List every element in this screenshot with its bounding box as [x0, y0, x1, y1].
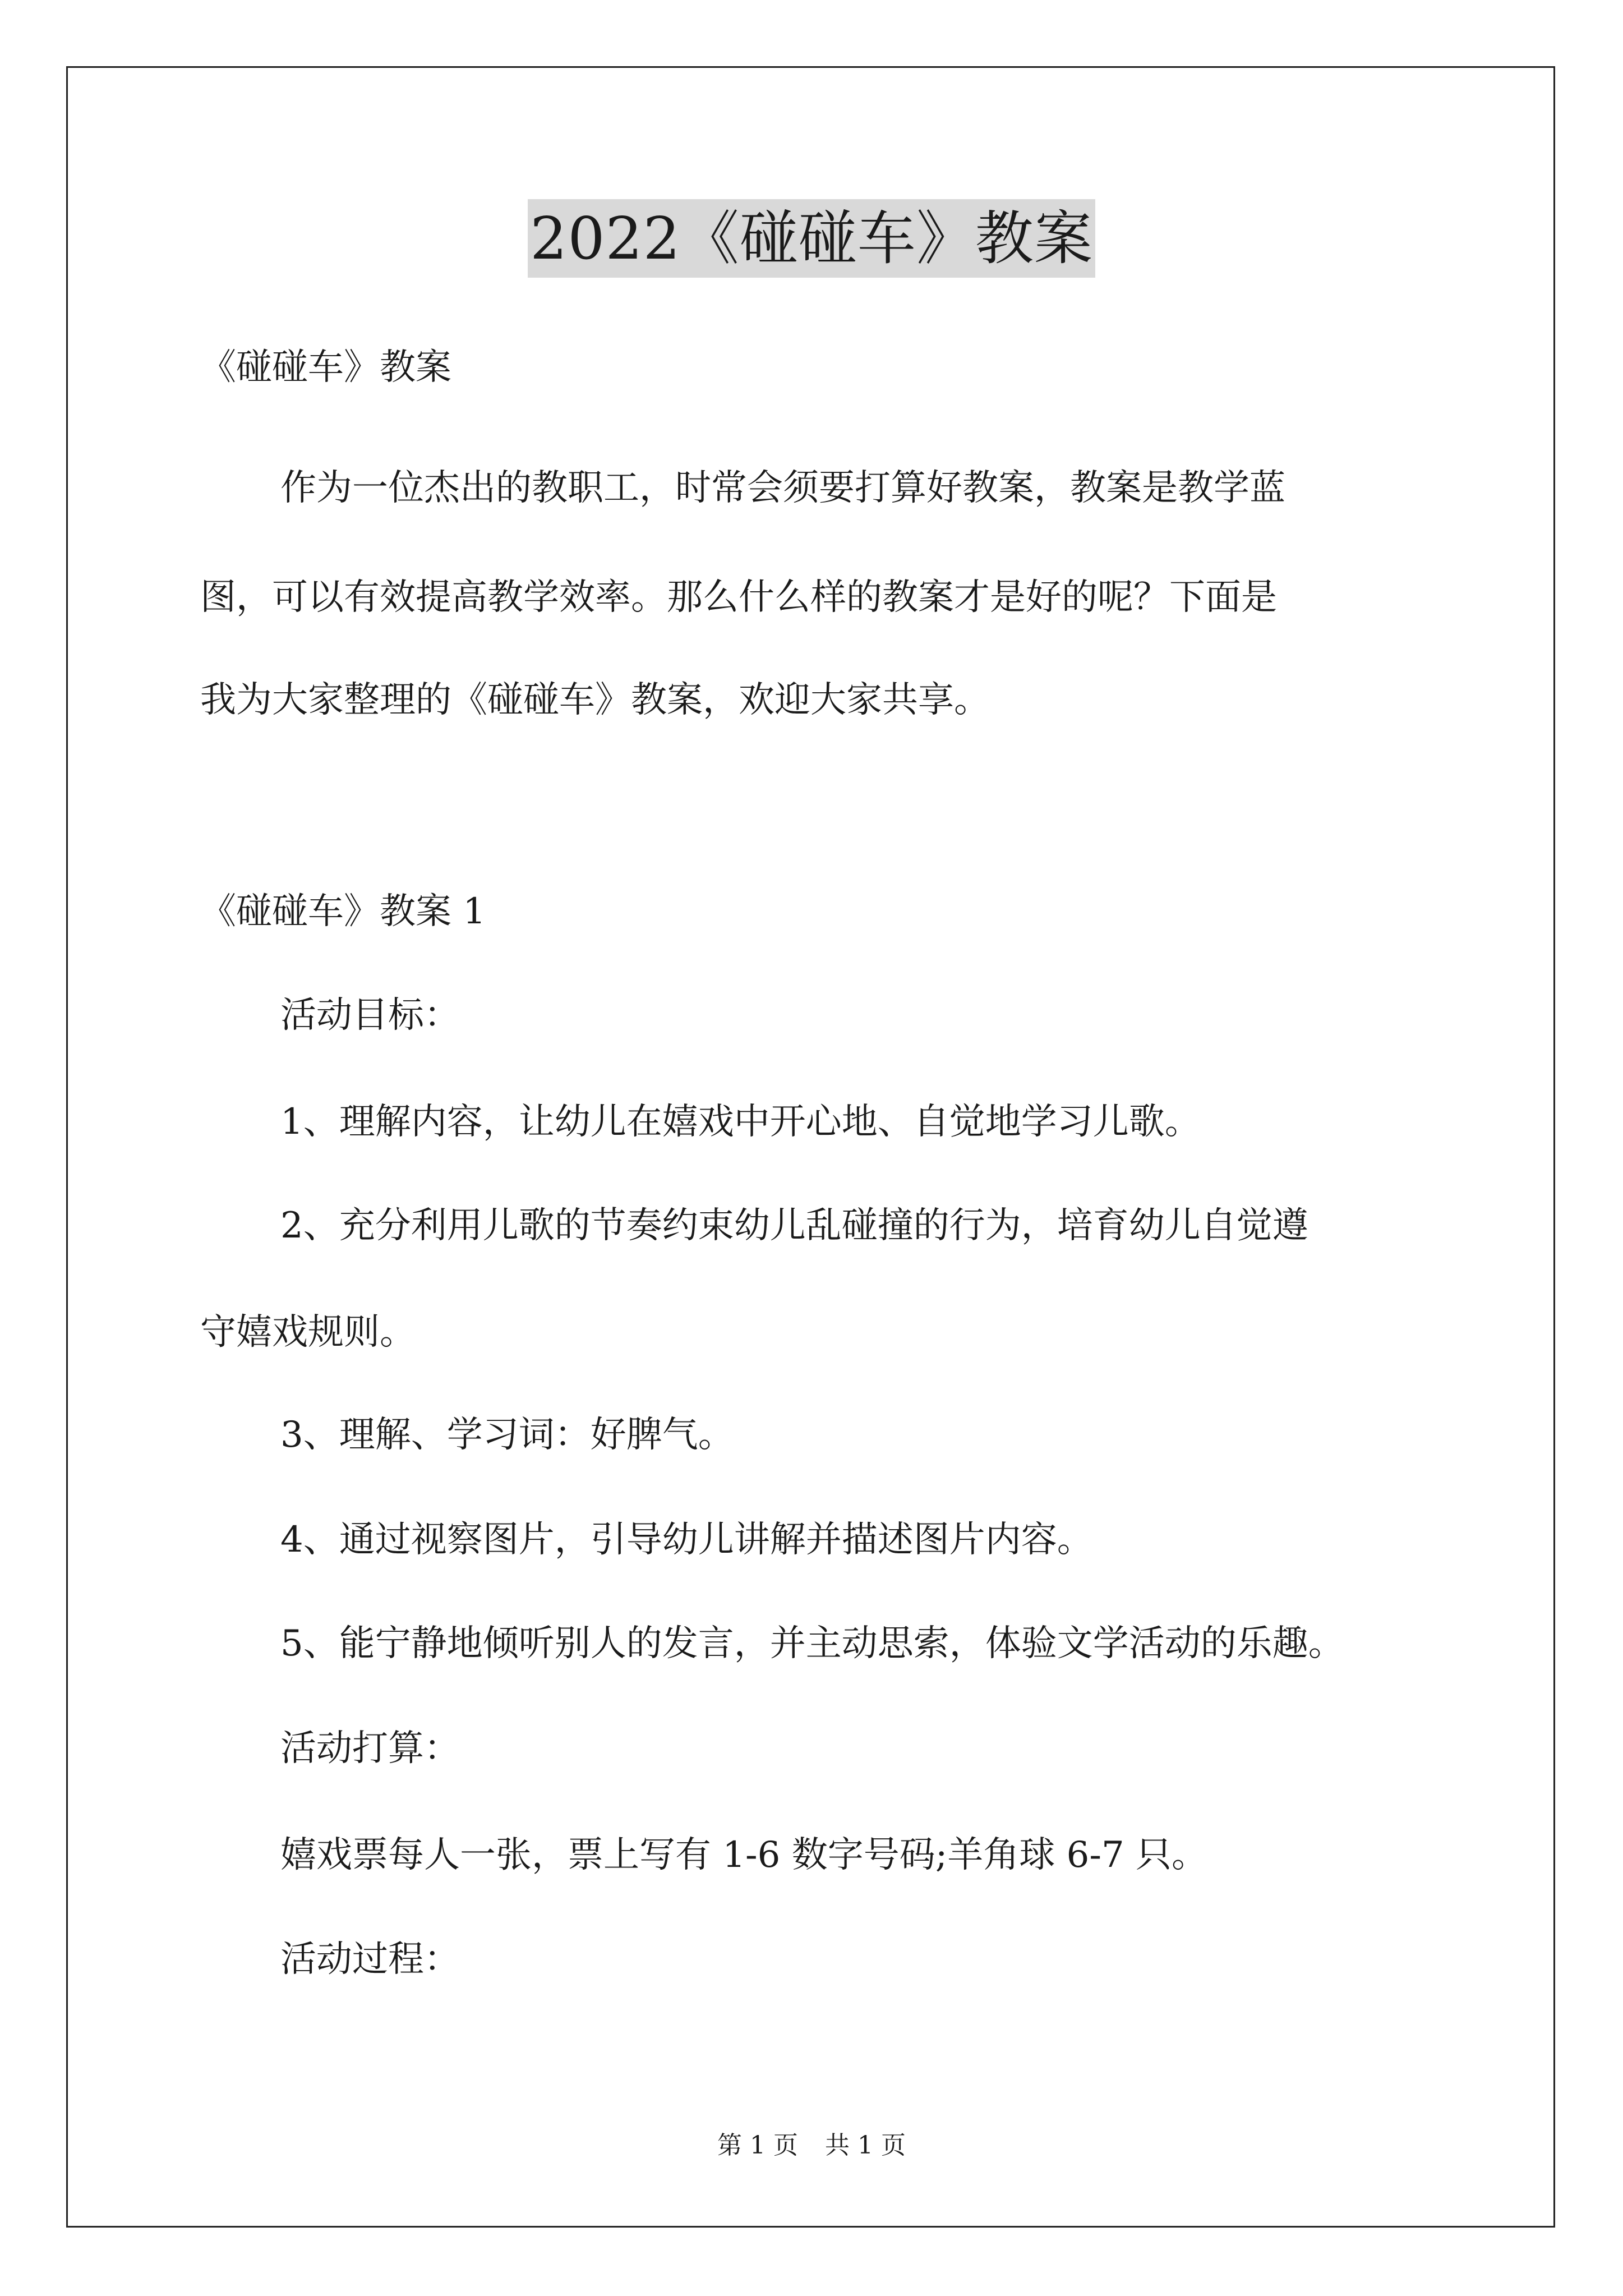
paragraph-line: 活动目标：: [280, 995, 460, 1036]
list-item: 4、通过视察图片，引导幼儿讲解并描述图片内容。: [280, 1519, 1093, 1561]
list-item: 5、能宁静地倾听别人的发言，并主动思索，体验文学活动的乐趣。: [280, 1623, 1344, 1664]
page-number: 第 1 页: [717, 2131, 798, 2160]
section-heading: 《碰碰车》教案 1: [200, 891, 486, 932]
paragraph-line: 图，可以有效提高教学效率。那么什么样的教案才是好的呢？下面是: [200, 577, 1277, 618]
page-footer: [0, 2129, 1623, 2162]
subtitle-line: 《碰碰车》教案: [200, 347, 451, 388]
page-total: 共 1 页: [825, 2131, 906, 2160]
paragraph-line: 活动过程：: [280, 1939, 460, 1980]
paragraph-line: 活动打算：: [280, 1728, 460, 1769]
paragraph-line: 嬉戏票每人一张，票上写有 1-6 数字号码;羊角球 6-7 只。: [280, 1834, 1208, 1876]
list-item: 3、理解、学习词：好脾气。: [280, 1414, 734, 1456]
document-title: 2022《碰碰车》教案: [528, 199, 1095, 278]
list-item-continued: 守嬉戏规则。: [200, 1312, 416, 1353]
list-item: 2、充分利用儿歌的节奏约束幼儿乱碰撞的行为，培育幼儿自觉遵: [280, 1205, 1308, 1246]
title-container: [0, 199, 1623, 278]
paragraph-line: 作为一位杰出的教职工，时常会须要打算好教案，教案是教学蓝: [280, 467, 1285, 509]
paragraph-line: 我为大家整理的《碰碰车》教案，欢迎大家共享。: [200, 679, 990, 721]
list-item: 1、理解内容，让幼儿在嬉戏中开心地、自觉地学习儿歌。: [280, 1101, 1201, 1143]
